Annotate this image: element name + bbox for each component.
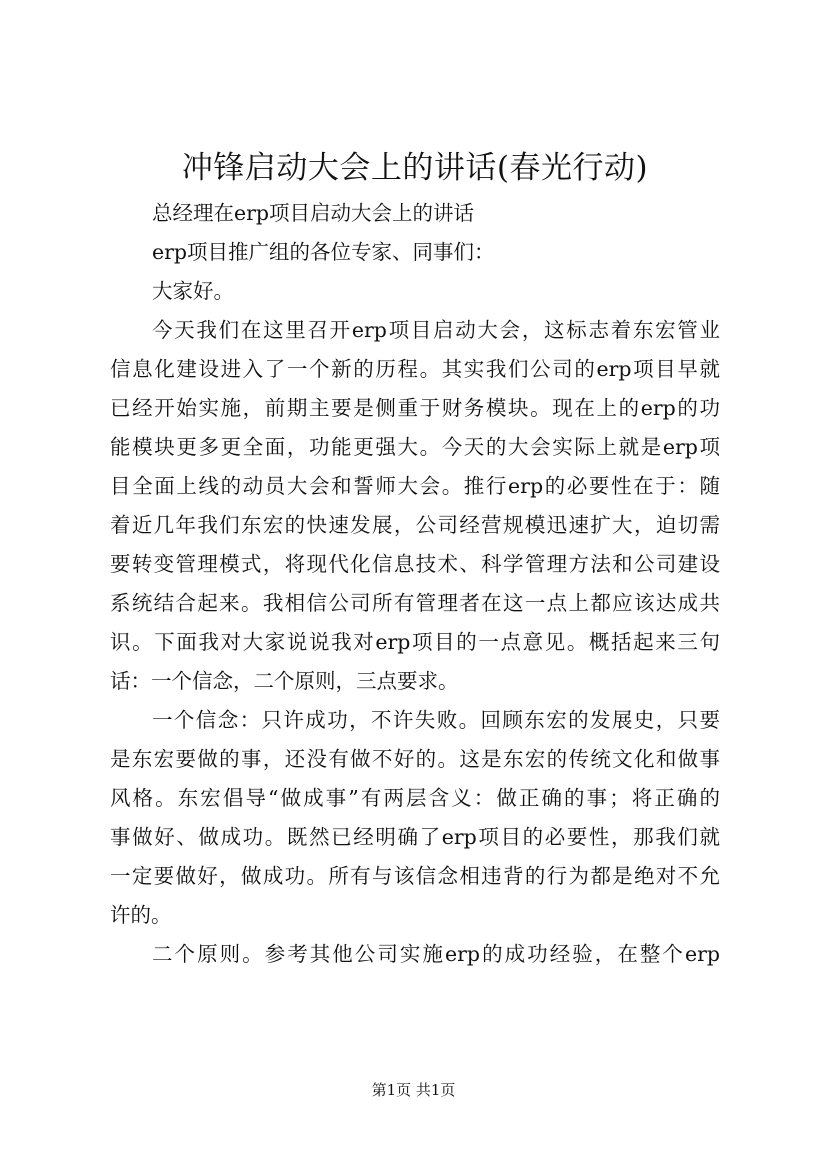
text-line: 总经理在erp项目启动大会上的讲话: [152, 201, 475, 225]
text-line: 是东宏要做的事，还没有做不好的。这是东宏的传统文化和做事: [110, 747, 720, 771]
page-footer: 第1页 共1页: [371, 1081, 456, 1099]
document-title: 冲锋启动大会上的讲话(春光行动): [181, 150, 649, 186]
text-line: erp项目推广组的各位专家、同事们：: [152, 240, 495, 264]
document-body: [110, 194, 720, 974]
text-line: 系统结合起来。我相信公司所有管理者在这一点上都应该达成共: [110, 591, 720, 615]
text-line: 风格。东宏倡导“做成事”有两层含义：做正确的事；将正确的: [110, 786, 720, 810]
text-line: 已经开始实施，前期主要是侧重于财务模块。现在上的erp的功: [110, 396, 720, 420]
text-line: 事做好、做成功。既然已经明确了erp项目的必要性，那我们就: [110, 825, 720, 849]
text-line: 一个信念：只许成功，不许失败。回顾东宏的发展史，只要: [152, 708, 720, 732]
text-line: 信息化建设进入了一个新的历程。其实我们公司的erp项目早就: [110, 357, 720, 381]
text-line: 能模块更多更全面，功能更强大。今天的大会实际上就是erp项: [110, 435, 720, 459]
text-line: 许的。: [110, 903, 172, 927]
text-line: 要转变管理模式，将现代化信息技术、科学管理方法和公司建设: [110, 552, 720, 576]
text-line: 目全面上线的动员大会和誓师大会。推行erp的必要性在于：随: [110, 474, 720, 498]
text-line: 今天我们在这里召开erp项目启动大会，这标志着东宏管业: [152, 318, 720, 342]
text-line: 一定要做好，做成功。所有与该信念相违背的行为都是绝对不允: [110, 864, 720, 888]
text-line: 识。下面我对大家说说我对erp项目的一点意见。概括起来三句: [110, 630, 720, 654]
text-line: 话：一个信念，二个原则，三点要求。: [110, 669, 459, 693]
text-line: 着近几年我们东宏的快速发展，公司经营规模迅速扩大，迫切需: [110, 513, 720, 537]
text-line: 大家好。: [152, 279, 234, 303]
text-line: 二个原则。参考其他公司实施erp的成功经验，在整个erp: [152, 942, 720, 966]
